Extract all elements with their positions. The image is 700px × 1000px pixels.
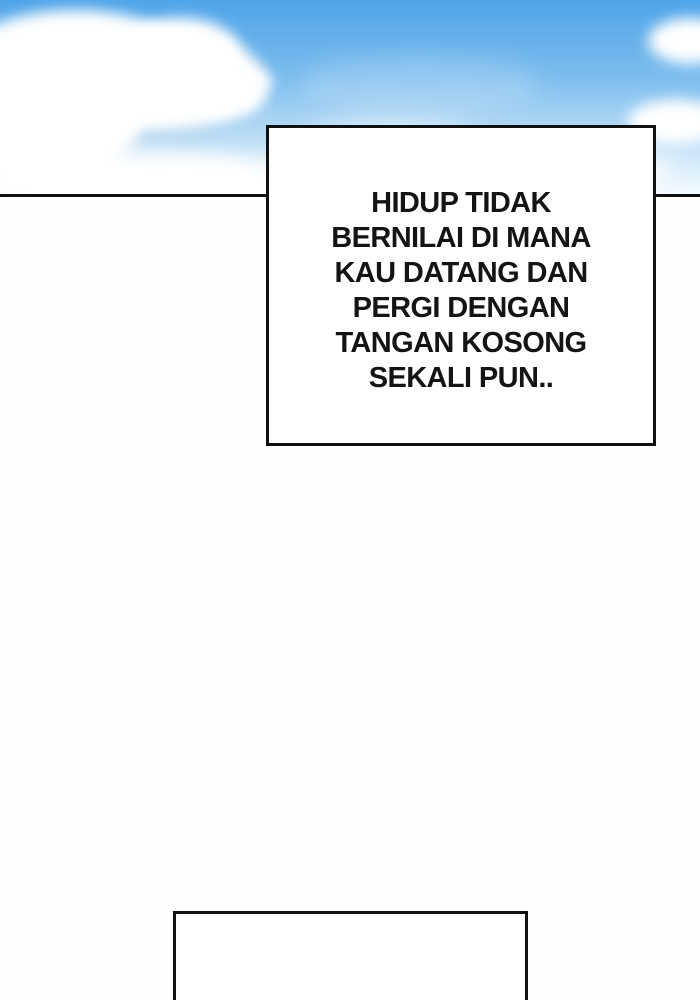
cloud-shape (300, 55, 540, 115)
narration-line: PERGI DENGAN (352, 292, 570, 324)
narration-line: KAU DATANG DAN (334, 257, 588, 289)
narration-line: SEKALI PUN.. (368, 362, 554, 394)
narration-box (266, 125, 656, 446)
narration-line: TANGAN KOSONG (335, 327, 587, 359)
narration-text (269, 128, 653, 396)
narration-line: BERNILAI DI MANA (331, 222, 591, 254)
narration-line: HIDUP TIDAK (371, 187, 551, 219)
next-panel-box (173, 911, 528, 1000)
cloud-shape (648, 18, 700, 64)
cloud-shape (238, 72, 272, 92)
